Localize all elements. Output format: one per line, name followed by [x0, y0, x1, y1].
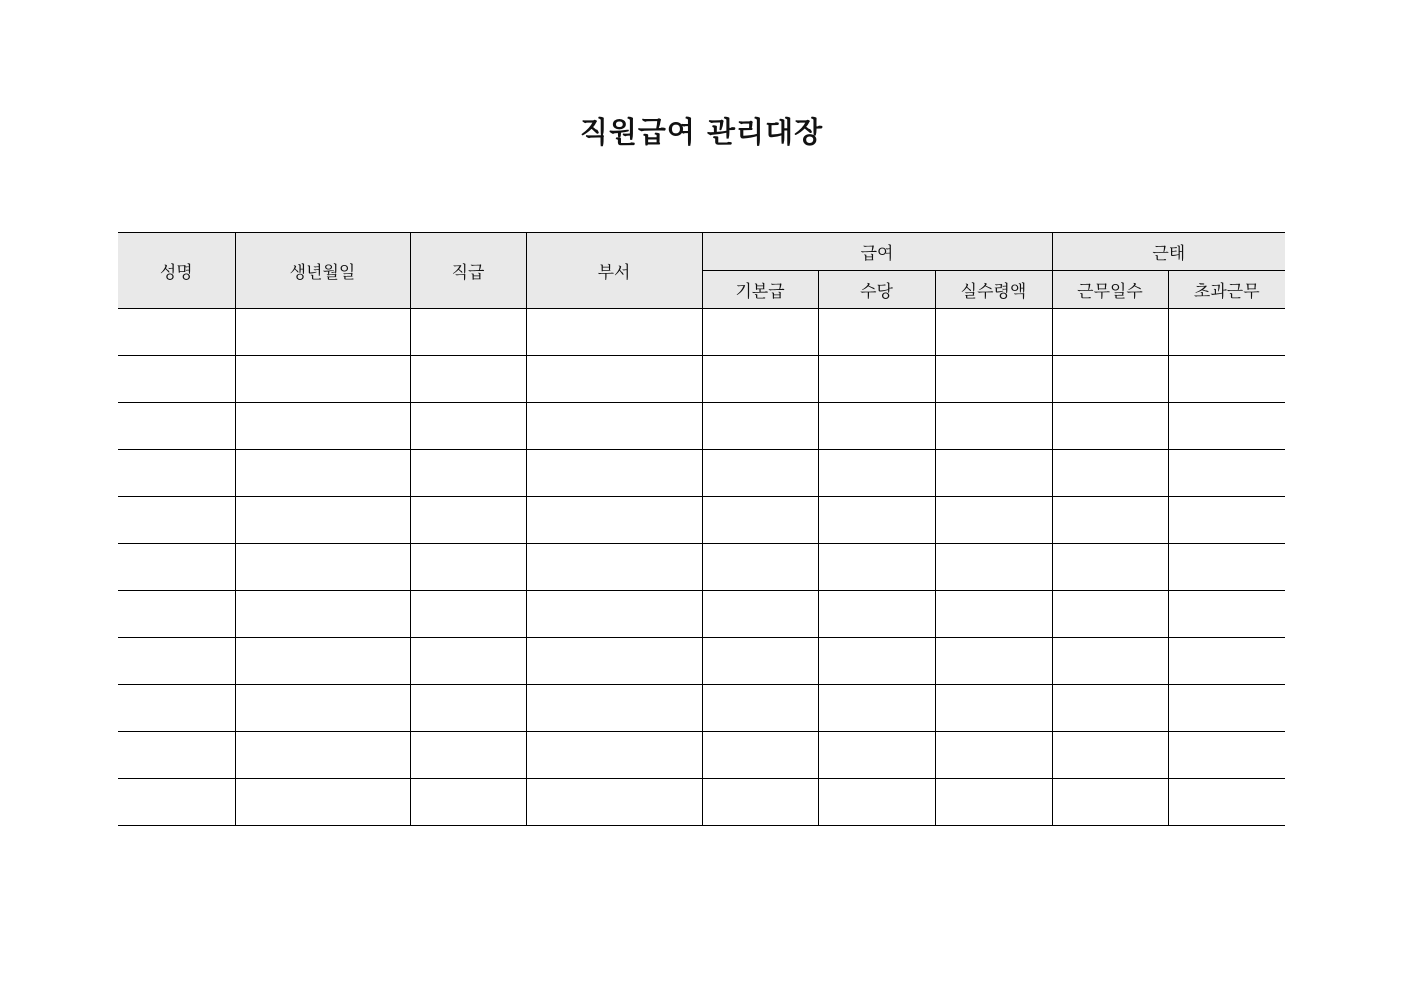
cell-rank[interactable]: [410, 732, 526, 779]
cell-overtime[interactable]: [1168, 497, 1285, 544]
cell-overtime[interactable]: [1168, 779, 1285, 826]
cell-base-pay[interactable]: [702, 638, 818, 685]
cell-birthdate[interactable]: [235, 732, 410, 779]
cell-birthdate[interactable]: [235, 591, 410, 638]
cell-name[interactable]: [118, 309, 235, 356]
table-row: [118, 638, 1285, 685]
cell-overtime[interactable]: [1168, 356, 1285, 403]
cell-net-pay[interactable]: [935, 544, 1052, 591]
page-title: 직원급여 관리대장: [579, 115, 824, 149]
table-header: [118, 233, 1285, 309]
cell-name[interactable]: [118, 732, 235, 779]
payroll-ledger-table: [118, 232, 1285, 826]
cell-work-days[interactable]: [1052, 732, 1168, 779]
header-base-pay: 기본급: [702, 271, 818, 309]
cell-work-days[interactable]: [1052, 544, 1168, 591]
cell-rank[interactable]: [410, 356, 526, 403]
header-birthdate: 생년월일: [235, 233, 410, 309]
cell-birthdate[interactable]: [235, 685, 410, 732]
cell-birthdate[interactable]: [235, 450, 410, 497]
cell-birthdate[interactable]: [235, 638, 410, 685]
cell-department[interactable]: [526, 544, 702, 591]
cell-base-pay[interactable]: [702, 779, 818, 826]
cell-name[interactable]: [118, 544, 235, 591]
cell-allowance[interactable]: [818, 591, 935, 638]
table-row: [118, 779, 1285, 826]
cell-net-pay[interactable]: [935, 497, 1052, 544]
cell-overtime[interactable]: [1168, 309, 1285, 356]
cell-overtime[interactable]: [1168, 450, 1285, 497]
cell-birthdate[interactable]: [235, 309, 410, 356]
header-net-pay: 실수령액: [935, 271, 1052, 309]
cell-overtime[interactable]: [1168, 685, 1285, 732]
cell-name[interactable]: [118, 638, 235, 685]
cell-work-days[interactable]: [1052, 591, 1168, 638]
cell-rank[interactable]: [410, 685, 526, 732]
cell-department[interactable]: [526, 638, 702, 685]
cell-overtime[interactable]: [1168, 591, 1285, 638]
cell-work-days[interactable]: [1052, 450, 1168, 497]
cell-net-pay[interactable]: [935, 309, 1052, 356]
cell-allowance[interactable]: [818, 732, 935, 779]
header-overtime: 초과근무: [1168, 271, 1285, 309]
cell-net-pay[interactable]: [935, 403, 1052, 450]
cell-net-pay[interactable]: [935, 450, 1052, 497]
cell-birthdate[interactable]: [235, 544, 410, 591]
cell-name[interactable]: [118, 685, 235, 732]
cell-rank[interactable]: [410, 497, 526, 544]
table-row: [118, 356, 1285, 403]
cell-rank[interactable]: [410, 638, 526, 685]
cell-rank[interactable]: [410, 450, 526, 497]
cell-net-pay[interactable]: [935, 779, 1052, 826]
cell-birthdate[interactable]: [235, 779, 410, 826]
cell-allowance[interactable]: [818, 309, 935, 356]
cell-base-pay[interactable]: [702, 450, 818, 497]
cell-name[interactable]: [118, 779, 235, 826]
cell-work-days[interactable]: [1052, 779, 1168, 826]
cell-allowance[interactable]: [818, 685, 935, 732]
cell-department[interactable]: [526, 732, 702, 779]
header-salary-group: 급여: [702, 233, 1052, 271]
cell-rank[interactable]: [410, 309, 526, 356]
cell-overtime[interactable]: [1168, 732, 1285, 779]
cell-department[interactable]: [526, 450, 702, 497]
header-work-days: 근무일수: [1052, 271, 1168, 309]
cell-department[interactable]: [526, 591, 702, 638]
header-name: 성명: [118, 233, 235, 309]
header-row-group: [118, 233, 1285, 271]
cell-allowance[interactable]: [818, 638, 935, 685]
table-row: [118, 591, 1285, 638]
cell-work-days[interactable]: [1052, 356, 1168, 403]
table-row: [118, 685, 1285, 732]
cell-base-pay[interactable]: [702, 591, 818, 638]
cell-allowance[interactable]: [818, 779, 935, 826]
cell-base-pay[interactable]: [702, 356, 818, 403]
table-row: [118, 732, 1285, 779]
cell-rank[interactable]: [410, 403, 526, 450]
table-row: [118, 544, 1285, 591]
cell-department[interactable]: [526, 403, 702, 450]
cell-net-pay[interactable]: [935, 356, 1052, 403]
cell-overtime[interactable]: [1168, 544, 1285, 591]
cell-base-pay[interactable]: [702, 497, 818, 544]
table-row: [118, 450, 1285, 497]
header-allowance: 수당: [818, 271, 935, 309]
cell-name[interactable]: [118, 356, 235, 403]
cell-birthdate[interactable]: [235, 497, 410, 544]
cell-work-days[interactable]: [1052, 685, 1168, 732]
cell-department[interactable]: [526, 356, 702, 403]
cell-overtime[interactable]: [1168, 638, 1285, 685]
cell-net-pay[interactable]: [935, 685, 1052, 732]
cell-name[interactable]: [118, 403, 235, 450]
table-row: [118, 403, 1285, 450]
table-row: [118, 309, 1285, 356]
cell-work-days[interactable]: [1052, 638, 1168, 685]
cell-net-pay[interactable]: [935, 638, 1052, 685]
header-department: 부서: [526, 233, 702, 309]
cell-base-pay[interactable]: [702, 544, 818, 591]
cell-name[interactable]: [118, 591, 235, 638]
cell-base-pay[interactable]: [702, 685, 818, 732]
header-rank: 직급: [410, 233, 526, 309]
cell-name[interactable]: [118, 497, 235, 544]
cell-rank[interactable]: [410, 779, 526, 826]
header-attendance-group: 근태: [1052, 233, 1285, 271]
cell-department[interactable]: [526, 309, 702, 356]
cell-department[interactable]: [526, 685, 702, 732]
cell-overtime[interactable]: [1168, 403, 1285, 450]
cell-base-pay[interactable]: [702, 309, 818, 356]
cell-base-pay[interactable]: [702, 732, 818, 779]
cell-allowance[interactable]: [818, 356, 935, 403]
cell-work-days[interactable]: [1052, 403, 1168, 450]
cell-rank[interactable]: [410, 544, 526, 591]
cell-department[interactable]: [526, 497, 702, 544]
cell-birthdate[interactable]: [235, 356, 410, 403]
table-body: [118, 309, 1285, 826]
cell-allowance[interactable]: [818, 544, 935, 591]
cell-department[interactable]: [526, 779, 702, 826]
cell-allowance[interactable]: [818, 450, 935, 497]
cell-rank[interactable]: [410, 591, 526, 638]
cell-net-pay[interactable]: [935, 591, 1052, 638]
table-row: [118, 497, 1285, 544]
cell-work-days[interactable]: [1052, 309, 1168, 356]
cell-net-pay[interactable]: [935, 732, 1052, 779]
cell-allowance[interactable]: [818, 403, 935, 450]
cell-base-pay[interactable]: [702, 403, 818, 450]
cell-birthdate[interactable]: [235, 403, 410, 450]
cell-allowance[interactable]: [818, 497, 935, 544]
cell-work-days[interactable]: [1052, 497, 1168, 544]
cell-name[interactable]: [118, 450, 235, 497]
